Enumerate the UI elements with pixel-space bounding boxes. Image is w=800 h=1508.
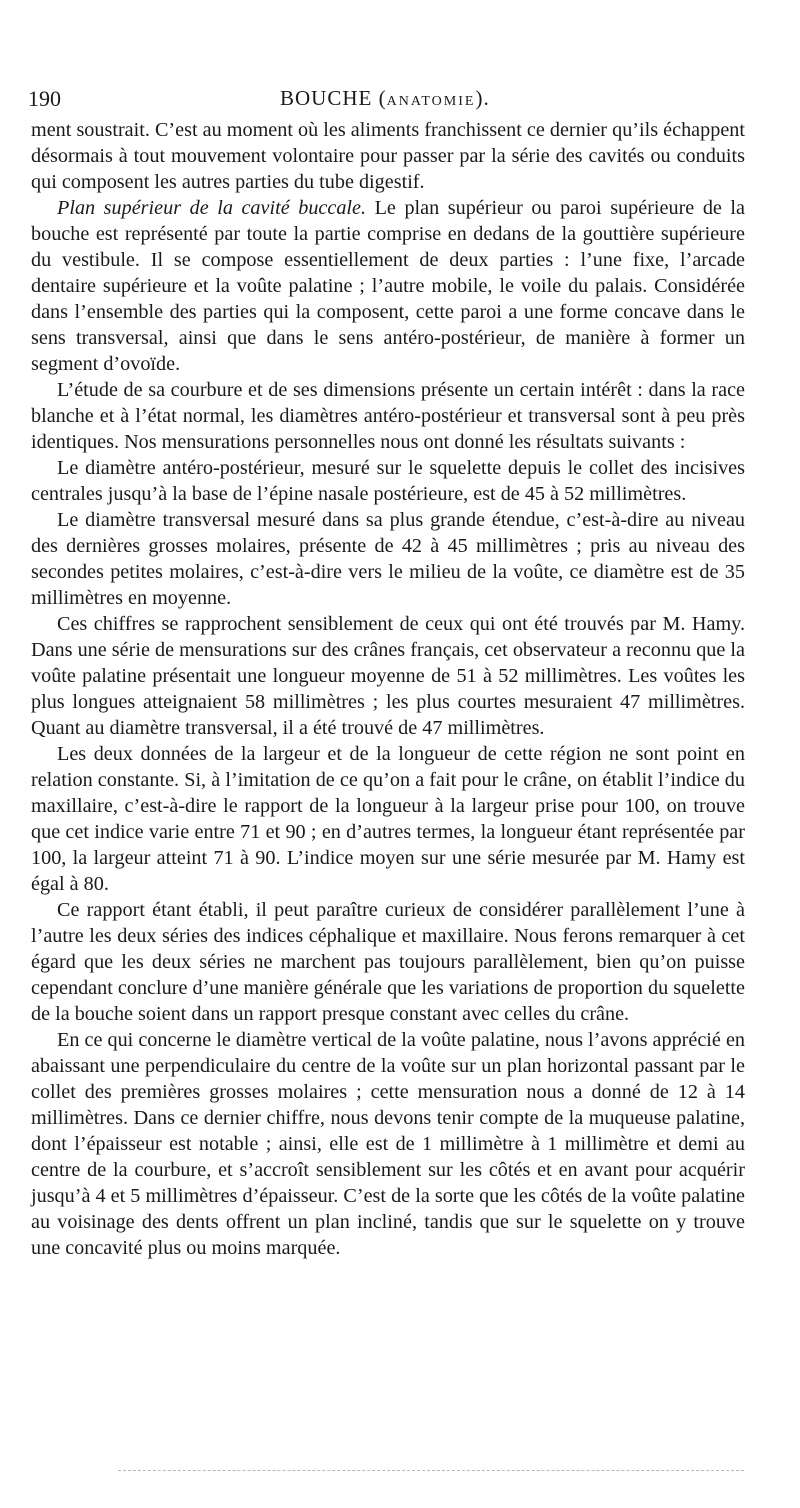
- body-text: [31, 117, 745, 1261]
- running-title-end: ).: [475, 86, 490, 110]
- paragraph-hamy: Ces chiffres se rapprochent sensiblement de ceux qui ont été trouvés par M. Hamy. Dans une série de mensurations sur des crânes français, cet observateur a reconnu que la voûte palatine présentait une longueur moyenne de 51 à 52 millimètres. Les voûtes les plus longues atteignaient 58 millimètres ; les plus courtes mesuraient 47 millimètres. Quant au diamètre transversal, il a été trouvé de 47 millimètres.: [31, 613, 745, 739]
- page-number: 190: [28, 86, 61, 111]
- paragraph-rapport: Ce rapport étant établi, il peut paraître curieux de considérer parallèlement l’une à l’autre les deux séries des indices céphalique et maxillaire. Nous ferons remarquer à cet égard que les deux séries ne marchent pas toujours parallèlement, bien qu’on puisse cependant conclure d’une manière générale que les variations de proportion du squelette de la bouche soient dans un rapport presque constant avec celles du crâne.: [31, 899, 745, 1025]
- running-title: [280, 86, 490, 111]
- section-heading: Plan supérieur de la cavité buccale.: [57, 197, 367, 219]
- footer-rule: [118, 1470, 744, 1471]
- paragraph-plan-superieur: [31, 195, 745, 377]
- page-header: [28, 86, 776, 116]
- paragraph-antero-posterieur: Le diamètre antéro-postérieur, mesuré sur le squelette depuis le collet des incisives centrales jusqu’à la base de l’épine nasale postérieure, est de 45 à 52 millimètres.: [31, 457, 745, 505]
- paragraph-courbure: L’étude de sa courbure et de ses dimensions présente un certain intérêt : dans la race blanche et à l’état normal, les diamètres antéro-postérieur et transversal sont à peu près identiques. Nos mensurations personnelles nous ont donné les résultats suivants :: [31, 379, 745, 453]
- paragraph-continuation: ment soustrait. C’est au moment où les aliments franchissent ce dernier qu’ils échappent désormais à tout mouvement volontaire pour passer par la série des cavités ou conduits qui composent les autres parties du tube digestif.: [31, 119, 745, 193]
- paragraph-text: Le plan supérieur ou paroi supérieure de la bouche est représenté par toute la partie comprise en dedans de la gouttière supérieure du vestibule. Il se compose essentiellement de deux parties : l’une fixe, l’arcade dentaire supérieure et la voûte palatine ; l’autre mobile, le voile du palais. Considérée dans l’ensemble des parties qui la composent, cette paroi a une forme concave dans le sens transversal, ainsi que dans le sens antéro-postérieur, de manière à former un segment d’ovoïde.: [31, 197, 745, 375]
- paragraph-indice: Les deux données de la largeur et de la longueur de cette région ne sont point en relation constante. Si, à l’imitation de ce qu’on a fait pour le crâne, on établit l’indice du maxillaire, c’est-à-dire le rapport de la longueur à la largeur prise pour 100, on trouve que cet indice varie entre 71 et 90 ; en d’autres termes, la longueur étant représentée par 100, la largeur atteint 71 à 90. L’indice moyen sur une série mesurée par M. Hamy est égal à 80.: [31, 743, 745, 895]
- paragraph-vertical: En ce qui concerne le diamètre vertical de la voûte palatine, nous l’avons apprécié en abaissant une perpendiculaire du centre de la voûte sur un plan horizontal passant par le collet des premières grosses molaires ; cette mensuration nous a donné de 12 à 14 millimètres. Dans ce dernier chiffre, nous devons tenir compte de la muqueuse palatine, dont l’épaisseur est notable ; ainsi, elle est de 1 millimètre à 1 millimètre et demi au centre de la courbure, et s’accroît sensiblement sur les côtés et en avant pour acquérir jusqu’à 4 et 5 millimètres d’épaisseur. C’est de la sorte que les côtés de la voûte palatine au voisinage des dents offrent un plan incliné, tandis que sur le squelette on y trouve une concavité plus ou moins marquée.: [31, 1029, 745, 1259]
- running-title-small-caps: ANATOMIE: [386, 94, 476, 109]
- paragraph-transversal: Le diamètre transversal mesuré dans sa plus grande étendue, c’est-à-dire au niveau des dernières grosses molaires, présente de 42 à 45 millimètres ; pris au niveau des secondes petites molaires, c’est-à-dire vers le milieu de la voûte, ce diamètre est de 35 millimètres en moyenne.: [31, 509, 745, 609]
- running-title-main: BOUCHE (: [280, 86, 387, 110]
